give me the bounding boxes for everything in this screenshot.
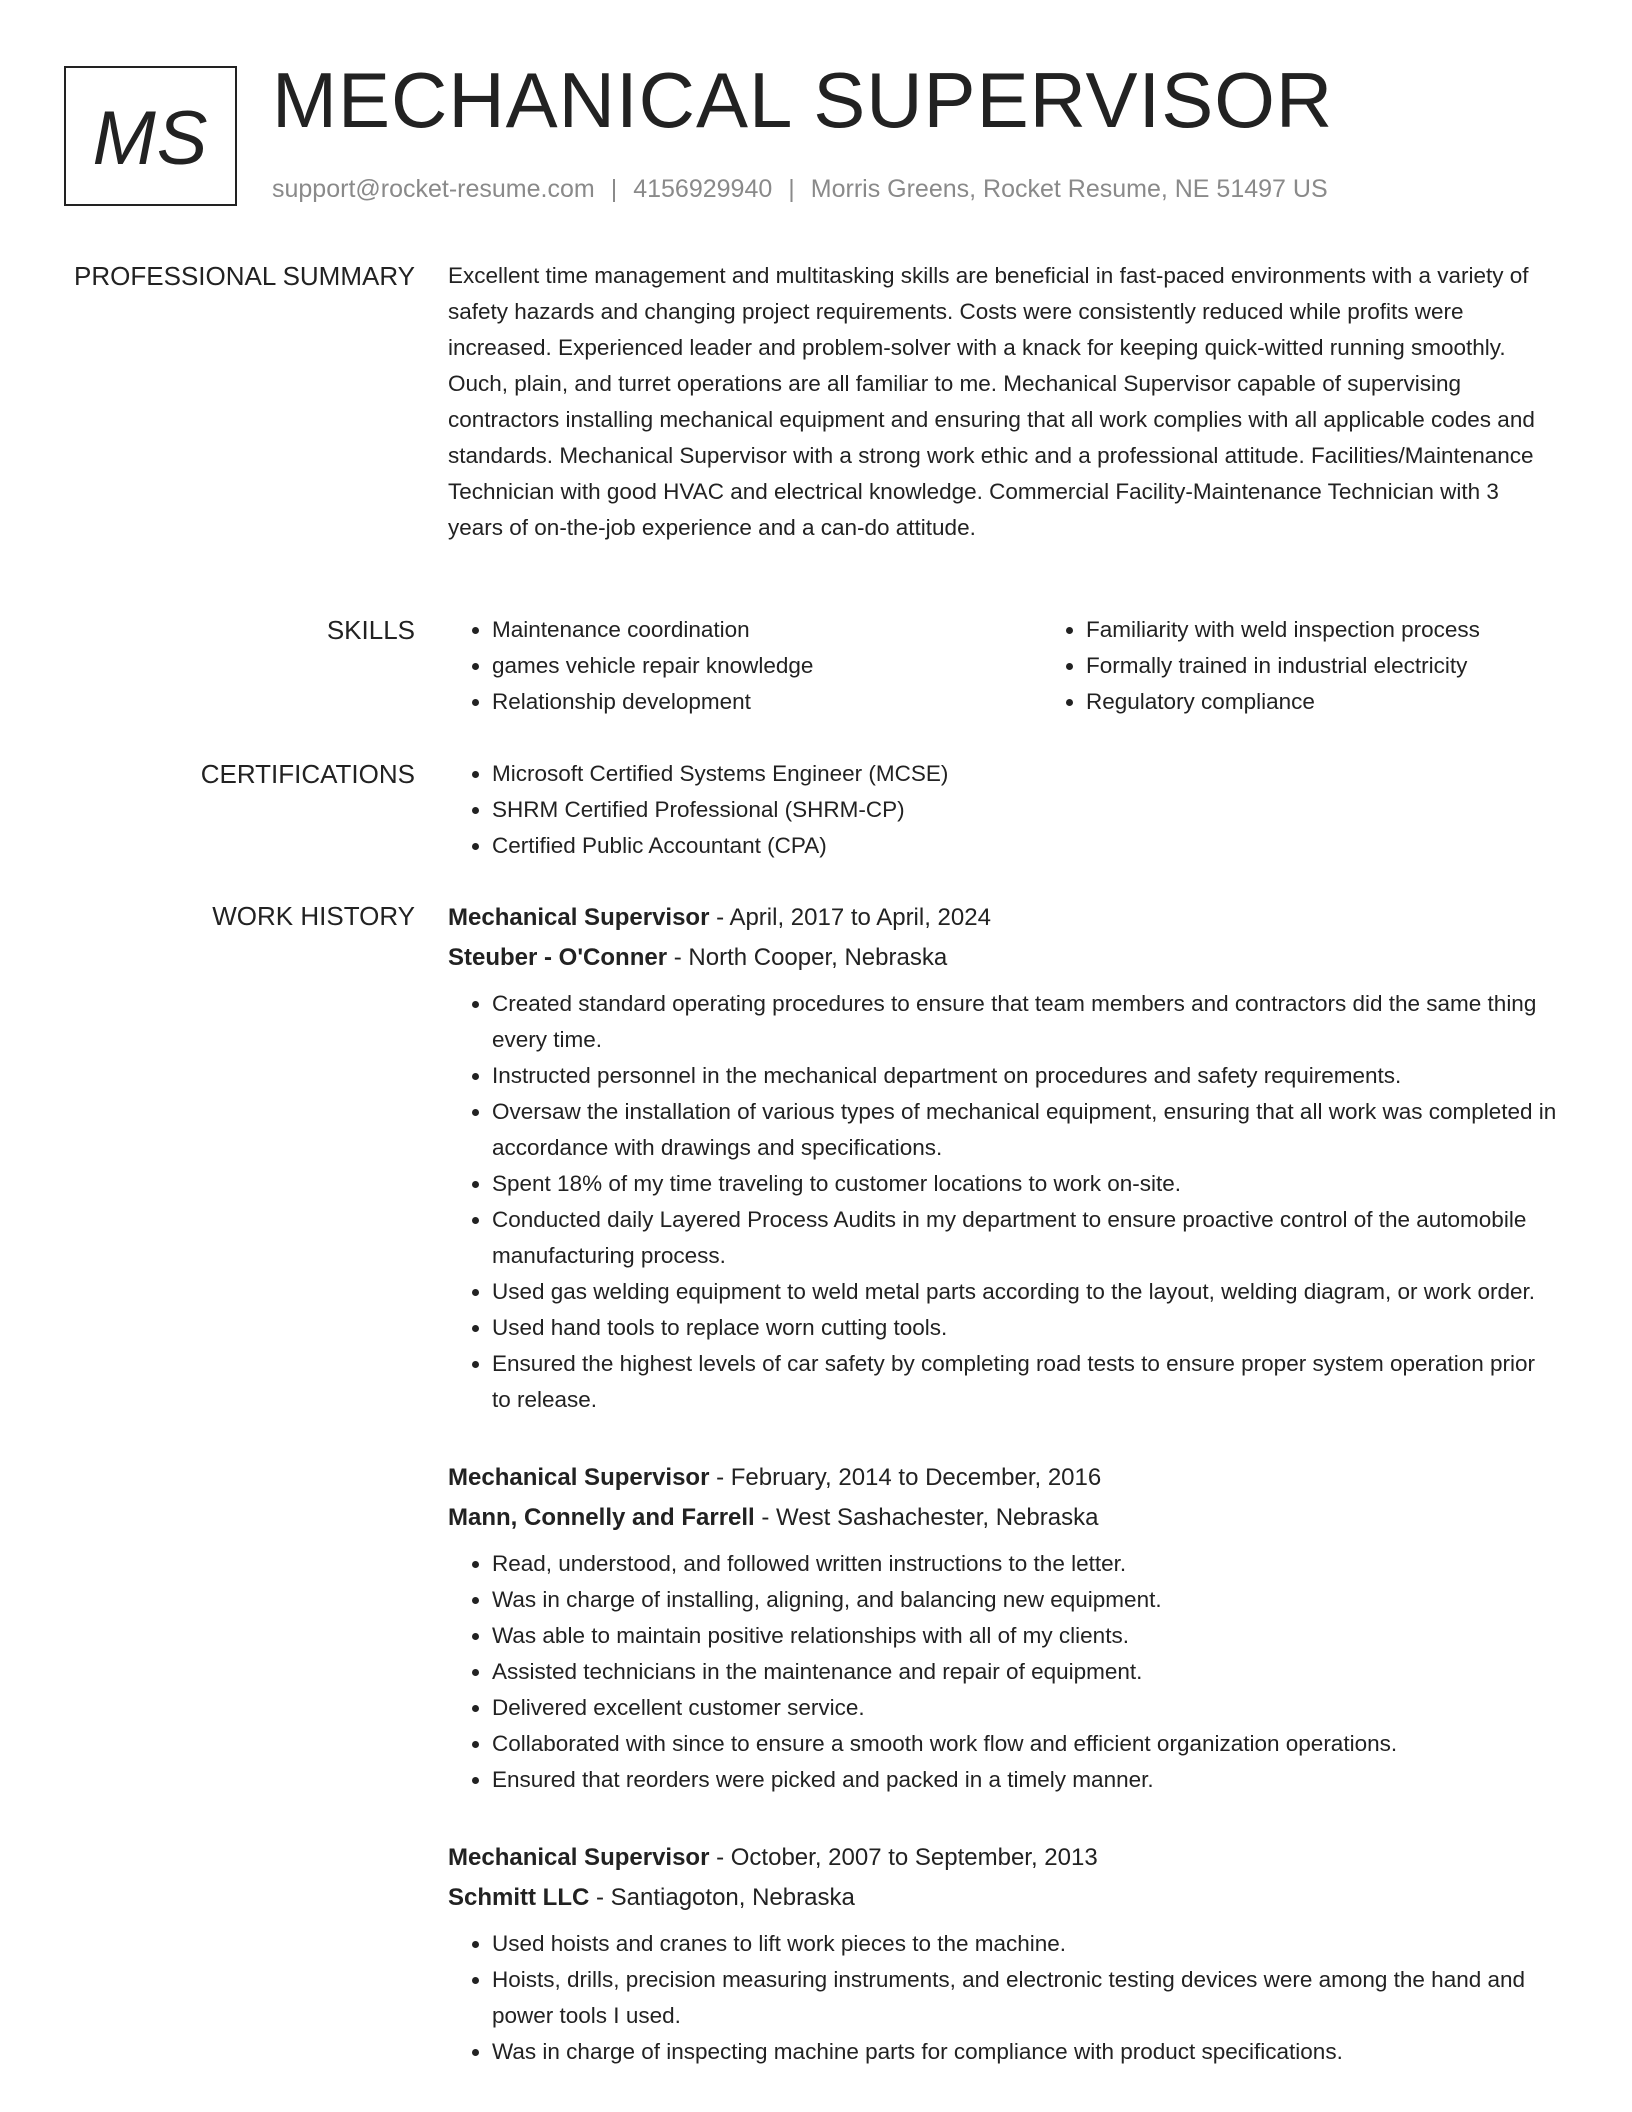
job-company-line <box>448 938 1558 978</box>
job-duties-list <box>448 986 1558 1418</box>
job-duty: • Conducted daily Layered Process Audits in my department to ensure proactive control of the automobile manufacturing process. <box>492 1202 1558 1274</box>
job-title: Mechanical Supervisor <box>448 1844 710 1871</box>
job-duty: • Used gas welding equipment to weld metal parts according to the layout, welding diagram, or work order. <box>492 1274 1558 1310</box>
job-company: Schmitt LLC <box>448 1884 590 1911</box>
job-entry <box>448 1838 1558 2070</box>
certification-item: • Certified Public Accountant (CPA) <box>492 828 1558 864</box>
job-duty: • Read, understood, and followed written instructions to the letter. <box>492 1546 1558 1582</box>
job-title: Mechanical Supervisor <box>448 904 710 931</box>
job-title-line <box>448 1838 1558 1878</box>
job-title-line <box>448 1458 1558 1498</box>
job-location: - North Cooper, Nebraska <box>667 944 948 971</box>
job-duty: • Was able to maintain positive relationships with all of my clients. <box>492 1618 1558 1654</box>
monogram-initials: MS <box>92 95 209 181</box>
job-duty: • Used hoists and cranes to lift work pieces to the machine. <box>492 1926 1558 1962</box>
contact-separator: | <box>610 175 618 203</box>
job-duties-list <box>448 1546 1558 1798</box>
work-history-content <box>448 898 1558 2110</box>
job-duties-list <box>448 1926 1558 2070</box>
skill-item: • Relationship development <box>492 684 1042 720</box>
summary-heading: PROFESSIONAL SUMMARY <box>74 261 415 291</box>
job-location: - West Sashachester, Nebraska <box>754 1504 1099 1531</box>
job-duty: • Was in charge of installing, aligning, and balancing new equipment. <box>492 1582 1558 1618</box>
job-entry <box>448 1458 1558 1798</box>
resume-title: MECHANICAL SUPERVISOR <box>272 56 1334 144</box>
skill-item: • Familiarity with weld inspection process <box>1086 612 1632 648</box>
skill-item: • games vehicle repair knowledge <box>492 648 1042 684</box>
certifications-heading: CERTIFICATIONS <box>200 759 415 789</box>
job-duty: • Used hand tools to replace worn cutting tools. <box>492 1310 1558 1346</box>
job-title-line <box>448 898 1558 938</box>
summary-content <box>448 258 1558 546</box>
certifications-list <box>448 756 1558 864</box>
contact-email: support@rocket-resume.com <box>272 175 595 203</box>
job-dates: - February, 2014 to December, 2016 <box>709 1464 1102 1491</box>
skill-item: • Formally trained in industrial electricity <box>1086 648 1632 684</box>
job-duty: • Hoists, drills, precision measuring instruments, and electronic testing devices were among the hand and power tools I used. <box>492 1962 1558 2034</box>
job-duty: • Delivered excellent customer service. <box>492 1690 1558 1726</box>
job-duty: • Created standard operating procedures to ensure that team members and contractors did the same thing every time. <box>492 986 1558 1058</box>
job-dates: - April, 2017 to April, 2024 <box>709 904 991 931</box>
work-history-heading: WORK HISTORY <box>212 901 415 931</box>
job-company: Steuber - O'Conner <box>448 944 668 971</box>
contact-address: Morris Greens, Rocket Resume, NE 51497 US <box>810 175 1328 203</box>
contact-separator: | <box>788 175 795 203</box>
job-duty: • Ensured that reorders were picked and packed in a timely manner. <box>492 1762 1558 1798</box>
skills-list-left <box>448 612 1042 720</box>
skills-list-right <box>1042 612 1632 720</box>
skills-grid <box>448 612 1558 720</box>
job-company-line <box>448 1878 1558 1918</box>
job-dates: - October, 2007 to September, 2013 <box>709 1844 1098 1871</box>
summary-text: Excellent time management and multitasking skills are beneficial in fast-paced environments with a variety of safety hazards and changing project requirements. Costs were consistently reduced while profits were increased. Experienced leader and problem-solver with a knack for keeping quick-witted running smoothly. Ouch, plain, and turret operations are all familiar to me. Mechanical Supervisor capable of supervising contractors installing mechanical equipment and ensuring that all work complies with all applicable codes and standards. Mechanical Supervisor with a strong work ethic and a professional attitude. Facilities/Maintenance Technician with good HVAC and electrical knowledge. Commercial Facility-Maintenance Technician with 3 years of on-the-job experience and a can-do attitude. <box>448 263 1535 540</box>
job-duty: • Assisted technicians in the maintenance and repair of equipment. <box>492 1654 1558 1690</box>
contact-phone: 4156929940 <box>633 175 773 203</box>
certification-item: • SHRM Certified Professional (SHRM-CP) <box>492 792 1558 828</box>
monogram-box <box>64 66 237 206</box>
job-duty: • Was in charge of inspecting machine parts for compliance with product specifications. <box>492 2034 1558 2070</box>
job-duty: • Spent 18% of my time traveling to customer locations to work on-site. <box>492 1166 1558 1202</box>
skill-item: • Regulatory compliance <box>1086 684 1632 720</box>
contact-line <box>272 174 1328 204</box>
job-title: Mechanical Supervisor <box>448 1464 710 1491</box>
certifications-content <box>448 756 1558 864</box>
skill-item: • Maintenance coordination <box>492 612 1042 648</box>
certification-item: • Microsoft Certified Systems Engineer (MCSE) <box>492 756 1558 792</box>
job-duty: • Oversaw the installation of various types of mechanical equipment, ensuring that all work was completed in accordance with drawings and specifications. <box>492 1094 1558 1166</box>
skills-heading: SKILLS <box>326 615 415 645</box>
job-entry <box>448 898 1558 1418</box>
job-duty: • Collaborated with since to ensure a smooth work flow and efficient organization operations. <box>492 1726 1558 1762</box>
job-duty: • Ensured the highest levels of car safety by completing road tests to ensure proper system operation prior to release. <box>492 1346 1558 1418</box>
job-location: - Santiagoton, Nebraska <box>589 1884 855 1911</box>
job-company-line <box>448 1498 1558 1538</box>
job-company: Mann, Connelly and Farrell <box>448 1504 755 1531</box>
job-duty: • Instructed personnel in the mechanical department on procedures and safety requirements. <box>492 1058 1558 1094</box>
